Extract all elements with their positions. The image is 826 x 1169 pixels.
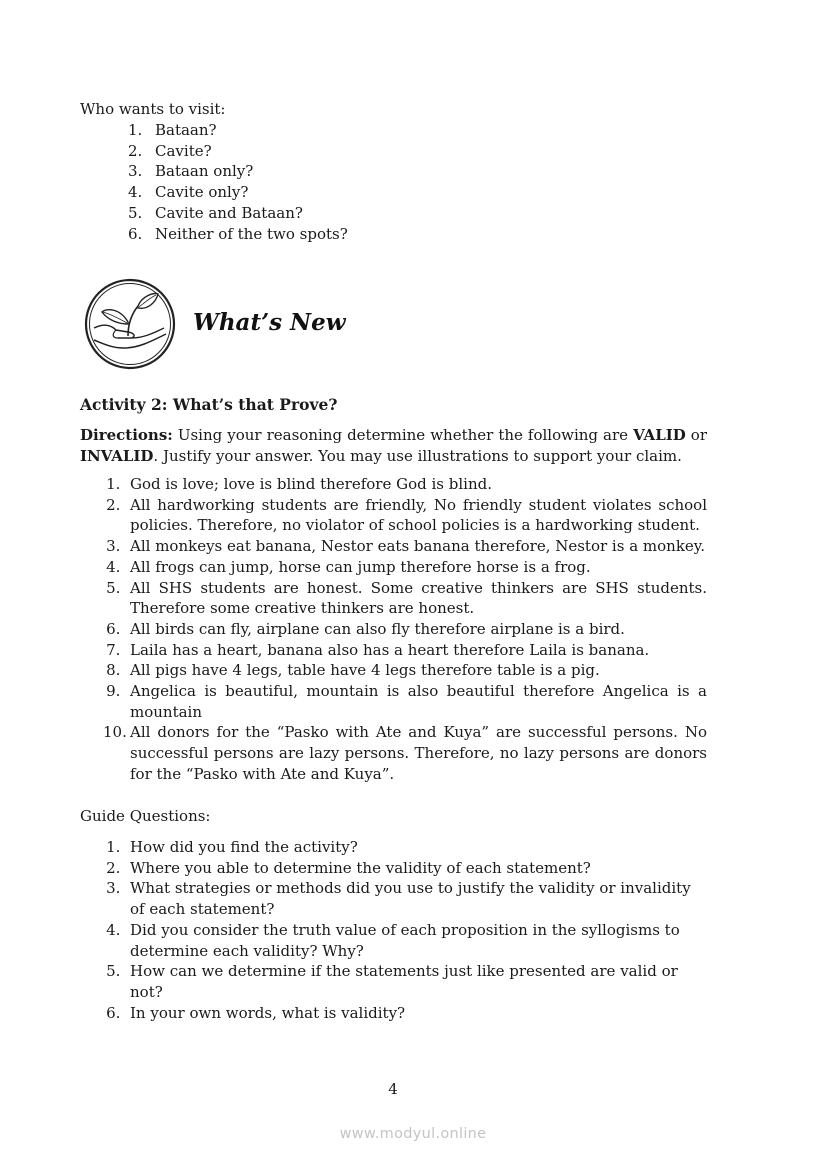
hand-holding-sprout-icon (84, 278, 176, 370)
watermark: www.modyul.online (339, 1126, 487, 1142)
list-item: 4. All frogs can jump, horse can jump therefore horse is a frog. (106, 557, 591, 576)
directions-label: Directions: (80, 426, 173, 444)
list-item: 2. Cavite? (128, 141, 212, 160)
list-item: 4. Did you consider the truth value of each proposition in the syllogisms to determine each validity? Why? (106, 920, 680, 960)
directions-paragraph: Directions: Using your reasoning determine whether the following are VALID or INVALID. Justify your answer. You may use illustrations to support your claim. (80, 426, 707, 465)
invalid-keyword: INVALID (80, 446, 154, 465)
list-item: 1. How did you find the activity? (106, 838, 358, 856)
list-item: 2. All hardworking students are friendly, No friendly student violates school policies. Therefore, no violator of school policies is a hardworking student. (106, 495, 707, 535)
activity-title: Activity 2: What’s that Prove? (80, 395, 338, 414)
list-item: 5. All SHS students are honest. Some creative thinkers are SHS students. Therefore some creative thinkers are honest. (106, 578, 707, 618)
list-item: 4. Cavite only? (128, 183, 249, 202)
activity-statements-list (103, 474, 707, 785)
list-item: 6. All birds can fly, airplane can also fly therefore airplane is a bird. (106, 619, 625, 638)
list-item: 5. How can we determine if the statements just like presented are valid or not? (106, 962, 678, 1001)
visit-intro: Who wants to visit: (80, 100, 226, 118)
list-item: 3. What strategies or methods did you use to justify the validity or invalidity of each statement? (106, 879, 691, 919)
page-number: 4 (388, 1080, 398, 1098)
list-item: 2. Where you able to determine the validity of each statement? (106, 858, 591, 877)
list-item: 6. Neither of the two spots? (128, 224, 348, 243)
visit-options-list (128, 120, 348, 244)
list-item: 1. God is love; love is blind therefore God is blind. (106, 475, 492, 493)
section-title: What’s New (193, 309, 346, 336)
list-item: 5. Cavite and Bataan? (128, 203, 303, 222)
guide-questions-heading: Guide Questions: (80, 807, 211, 825)
list-item: 10. All donors for the “Pasko with Ate and Kuya” are successful persons. No successful persons are lazy persons. Therefore, no lazy persons are donors for the “Pasko with Ate and Kuya”. (103, 723, 707, 783)
list-item: 8. All pigs have 4 legs, table have 4 legs therefore table is a pig. (106, 661, 600, 680)
valid-keyword: VALID (633, 426, 686, 444)
list-item: 6. In your own words, what is validity? (106, 1003, 406, 1022)
list-item: 3. All monkeys eat banana, Nestor eats banana therefore, Nestor is a monkey. (106, 537, 706, 556)
list-item: 1. Bataan? (128, 121, 217, 139)
guide-questions-list (103, 837, 707, 1023)
list-item: 7. Laila has a heart, banana also has a heart therefore Laila is banana. (106, 640, 650, 659)
list-item: 9. Angelica is beautiful, mountain is also beautiful therefore Angelica is a mountain (106, 682, 707, 721)
list-item: 3. Bataan only? (128, 162, 254, 181)
